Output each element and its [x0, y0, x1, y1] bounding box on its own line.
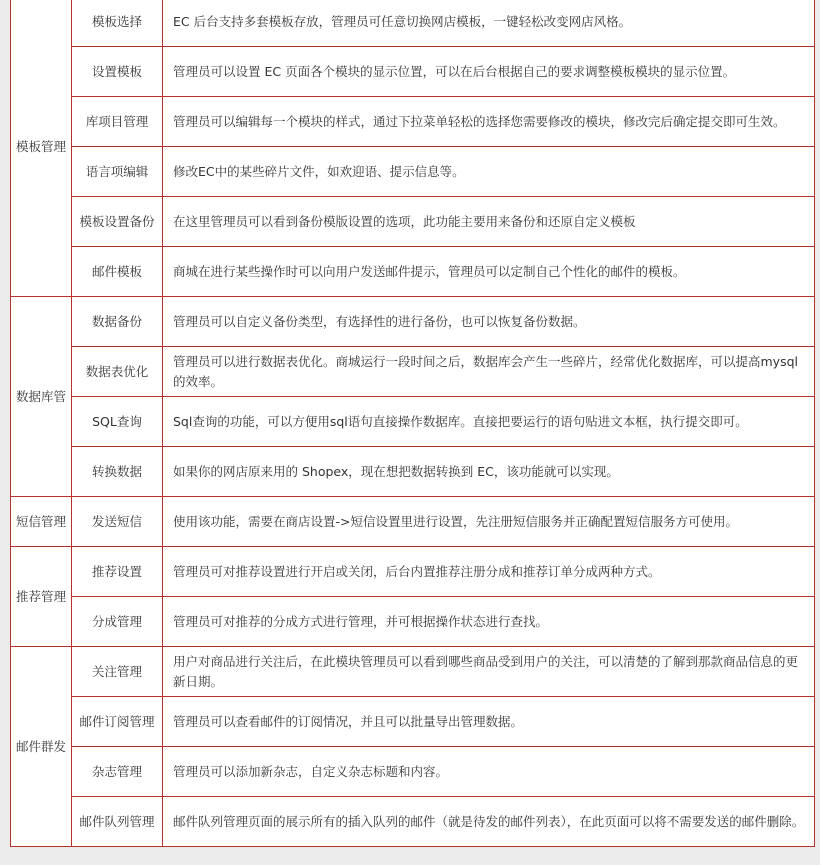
table-row: [11, 697, 815, 747]
feature-table: [10, 0, 815, 847]
table-row: [11, 97, 815, 147]
feature-desc-cell: 管理员可以添加新杂志，自定义杂志标题和内容。: [163, 747, 815, 797]
feature-name-cell: 数据备份: [72, 297, 163, 347]
table-row: [11, 447, 815, 497]
feature-desc-cell: 如果你的网店原来用的 Shopex，现在想把数据转换到 EC，该功能就可以实现。: [163, 447, 815, 497]
feature-desc-cell: 管理员可以设置 EC 页面各个模块的显示位置，可以在后台根据自己的要求调整模板模块的显示位置。: [163, 47, 815, 97]
category-cell: 数据库管: [11, 297, 72, 497]
feature-name-cell: 邮件队列管理: [72, 797, 163, 847]
table-row: [11, 747, 815, 797]
feature-desc-cell: 用户对商品进行关注后，在此模块管理员可以看到哪些商品受到用户的关注，可以清楚的了解到那款商品信息的更新日期。: [163, 647, 815, 697]
category-cell: 邮件群发: [11, 647, 72, 847]
table-row: [11, 0, 815, 47]
feature-name-cell: 语言项编辑: [72, 147, 163, 197]
table-row: [11, 47, 815, 97]
feature-desc-cell: 管理员可对推荐的分成方式进行管理，并可根据操作状态进行查找。: [163, 597, 815, 647]
table-row: [11, 147, 815, 197]
feature-name-cell: 设置模板: [72, 47, 163, 97]
feature-table-body: [11, 0, 815, 847]
feature-desc-cell: EC 后台支持多套模板存放，管理员可任意切换网店模板，一键轻松改变网店风格。: [163, 0, 815, 47]
table-row: [11, 197, 815, 247]
table-row: [11, 547, 815, 597]
feature-name-cell: 库项目管理: [72, 97, 163, 147]
category-cell: 短信管理: [11, 497, 72, 547]
feature-desc-cell: 管理员可对推荐设置进行开启或关闭，后台内置推荐注册分成和推荐订单分成两种方式。: [163, 547, 815, 597]
feature-sheet: [10, 0, 814, 846]
feature-name-cell: 邮件订阅管理: [72, 697, 163, 747]
feature-name-cell: 邮件模板: [72, 247, 163, 297]
category-cell: 推荐管理: [11, 547, 72, 647]
table-row: [11, 297, 815, 347]
table-row: [11, 247, 815, 297]
feature-desc-cell: 在这里管理员可以看到备份模版设置的选项，此功能主要用来备份和还原自定义模板: [163, 197, 815, 247]
feature-name-cell: 杂志管理: [72, 747, 163, 797]
feature-name-cell: SQL查询: [72, 397, 163, 447]
feature-desc-cell: 管理员可以查看邮件的订阅情况，并且可以批量导出管理数据。: [163, 697, 815, 747]
feature-desc-cell: 商城在进行某些操作时可以向用户发送邮件提示，管理员可以定制自己个性化的邮件的模板。: [163, 247, 815, 297]
feature-desc-cell: 使用该功能，需要在商店设置->短信设置里进行设置，先注册短信服务并正确配置短信服务方可使用。: [163, 497, 815, 547]
table-row: [11, 597, 815, 647]
feature-name-cell: 分成管理: [72, 597, 163, 647]
feature-name-cell: 转换数据: [72, 447, 163, 497]
feature-desc-cell: 管理员可以自定义备份类型，有选择性的进行备份，也可以恢复备份数据。: [163, 297, 815, 347]
feature-name-cell: 推荐设置: [72, 547, 163, 597]
feature-desc-cell: 管理员可以进行数据表优化。商城运行一段时间之后，数据库会产生一些碎片，经常优化数据库，可以提高mysql的效率。: [163, 347, 815, 397]
feature-name-cell: 关注管理: [72, 647, 163, 697]
feature-desc-cell: 管理员可以编辑每一个模块的样式，通过下拉菜单轻松的选择您需要修改的模块，修改完后确定提交即可生效。: [163, 97, 815, 147]
feature-name-cell: 发送短信: [72, 497, 163, 547]
table-row: [11, 497, 815, 547]
table-row: [11, 797, 815, 847]
feature-name-cell: 数据表优化: [72, 347, 163, 397]
feature-name-cell: 模板设置备份: [72, 197, 163, 247]
feature-desc-cell: 邮件队列管理页面的展示所有的插入队列的邮件（就是待发的邮件列表），在此页面可以将不需要发送的邮件删除。: [163, 797, 815, 847]
feature-desc-cell: Sql查询的功能，可以方便用sql语句直接操作数据库。直接把要运行的语句贴进文本框，执行提交即可。: [163, 397, 815, 447]
table-row: [11, 347, 815, 397]
category-cell: 模板管理: [11, 0, 72, 297]
table-row: [11, 397, 815, 447]
feature-name-cell: 模板选择: [72, 0, 163, 47]
feature-desc-cell: 修改EC中的某些碎片文件，如欢迎语、提示信息等。: [163, 147, 815, 197]
table-row: [11, 647, 815, 697]
